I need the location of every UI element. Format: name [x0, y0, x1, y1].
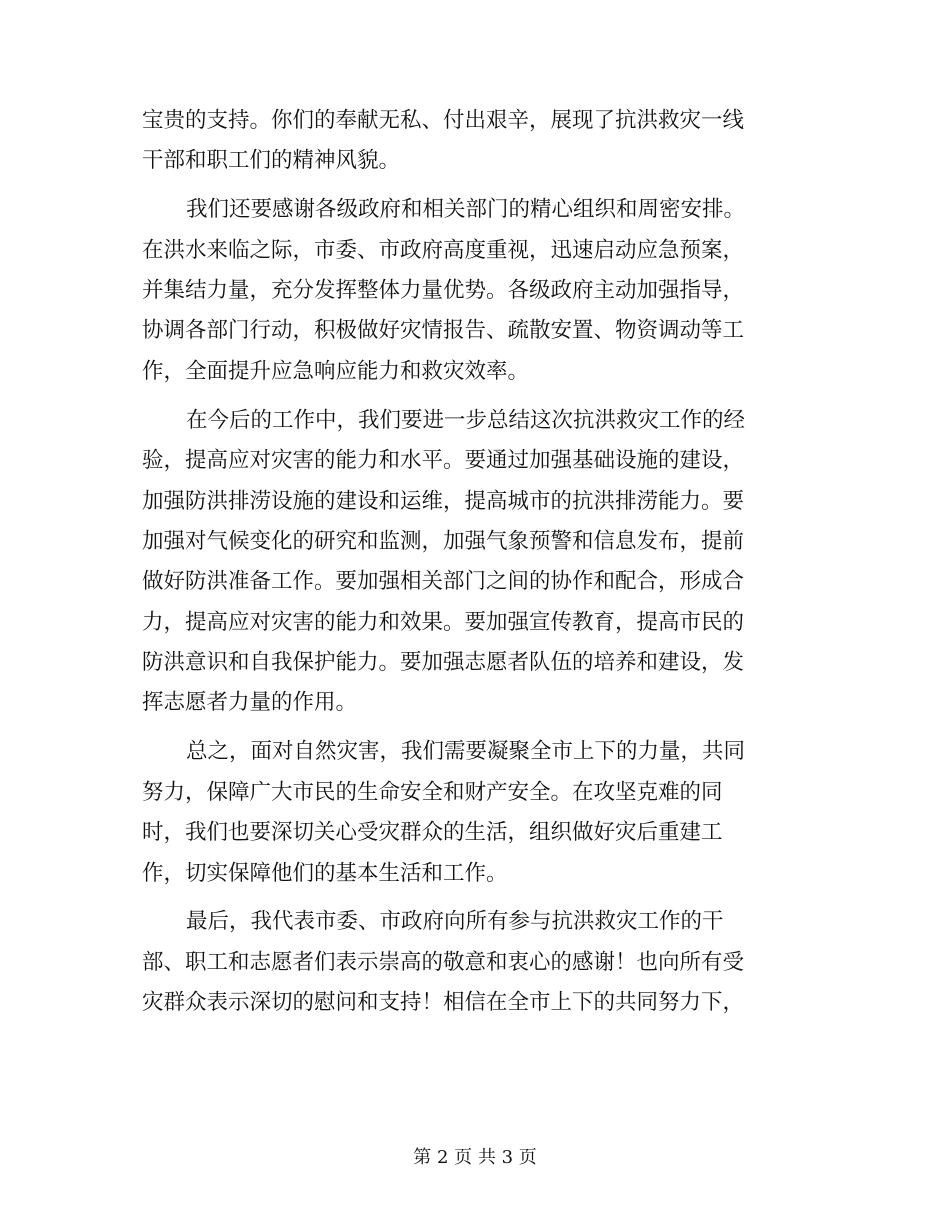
text-line: 部、职工和志愿者们表示崇高的敬意和衷心的感谢！也向所有受: [142, 949, 745, 975]
text-line: 干部和职工们的精神风貌。: [142, 148, 401, 174]
text-line: 加强对气候变化的研究和监测，加强气象预警和信息发布，提前: [142, 528, 745, 554]
text-line: 并集结力量，充分发挥整体力量优势。各级政府主动加强指导，: [142, 278, 745, 304]
text-line: 挥志愿者力量的作用。: [142, 690, 358, 716]
text-line: 宝贵的支持。你们的奉献无私、付出艰辛，展现了抗洪救灾一线: [142, 108, 745, 133]
page-number-label: 第 2 页 共 3 页: [413, 1147, 537, 1168]
text-line: 我们还要感谢各级政府和相关部门的精心组织和周密安排。: [186, 197, 746, 223]
text-line: 加强防洪排涝设施的建设和运维，提高城市的抗洪排涝能力。要: [142, 488, 745, 514]
paragraph-4: [142, 732, 802, 894]
text-line: 防洪意识和自我保护能力。要加强志愿者队伍的培养和建设，发: [142, 650, 745, 676]
text-line: 验，提高应对灾害的能力和水平。要通过加强基础设施的建设，: [142, 448, 745, 474]
text-line: 做好防洪准备工作。要加强相关部门之间的协作和配合，形成合: [142, 569, 745, 595]
text-line: 作，切实保障他们的基本生活和工作。: [142, 860, 508, 886]
page-footer: [0, 1146, 950, 1170]
text-line: 协调各部门行动，积极做好灾情报告、疏散安置、物资调动等工: [142, 318, 745, 344]
text-line: 在洪水来临之际，市委、市政府高度重视，迅速启动应急预案，: [142, 237, 745, 263]
text-line: 时，我们也要深切关心受灾群众的生活，组织做好灾后重建工: [142, 820, 723, 846]
text-line: 总之，面对自然灾害，我们需要凝聚全市上下的力量，共同: [186, 739, 746, 765]
text-line: 努力，保障广大市民的生命安全和财产安全。在攻坚克难的同: [142, 779, 723, 805]
body-text: [142, 101, 802, 1024]
paragraph-5: [142, 902, 802, 1023]
text-line: 力，提高应对灾害的能力和效果。要加强宣传教育，提高市民的: [142, 609, 745, 635]
text-line: 最后，我代表市委、市政府向所有参与抗洪救灾工作的干: [186, 909, 724, 935]
paragraph-3: [142, 401, 802, 724]
paragraph-2: [142, 190, 802, 392]
paragraph-1: [142, 101, 802, 182]
text-line: 灾群众表示深切的慰问和支持！相信在全市上下的共同努力下，: [142, 990, 745, 1016]
text-line: 作，全面提升应急响应能力和救灾效率。: [142, 358, 530, 384]
text-line: 在今后的工作中，我们要进一步总结这次抗洪救灾工作的经: [186, 407, 746, 433]
